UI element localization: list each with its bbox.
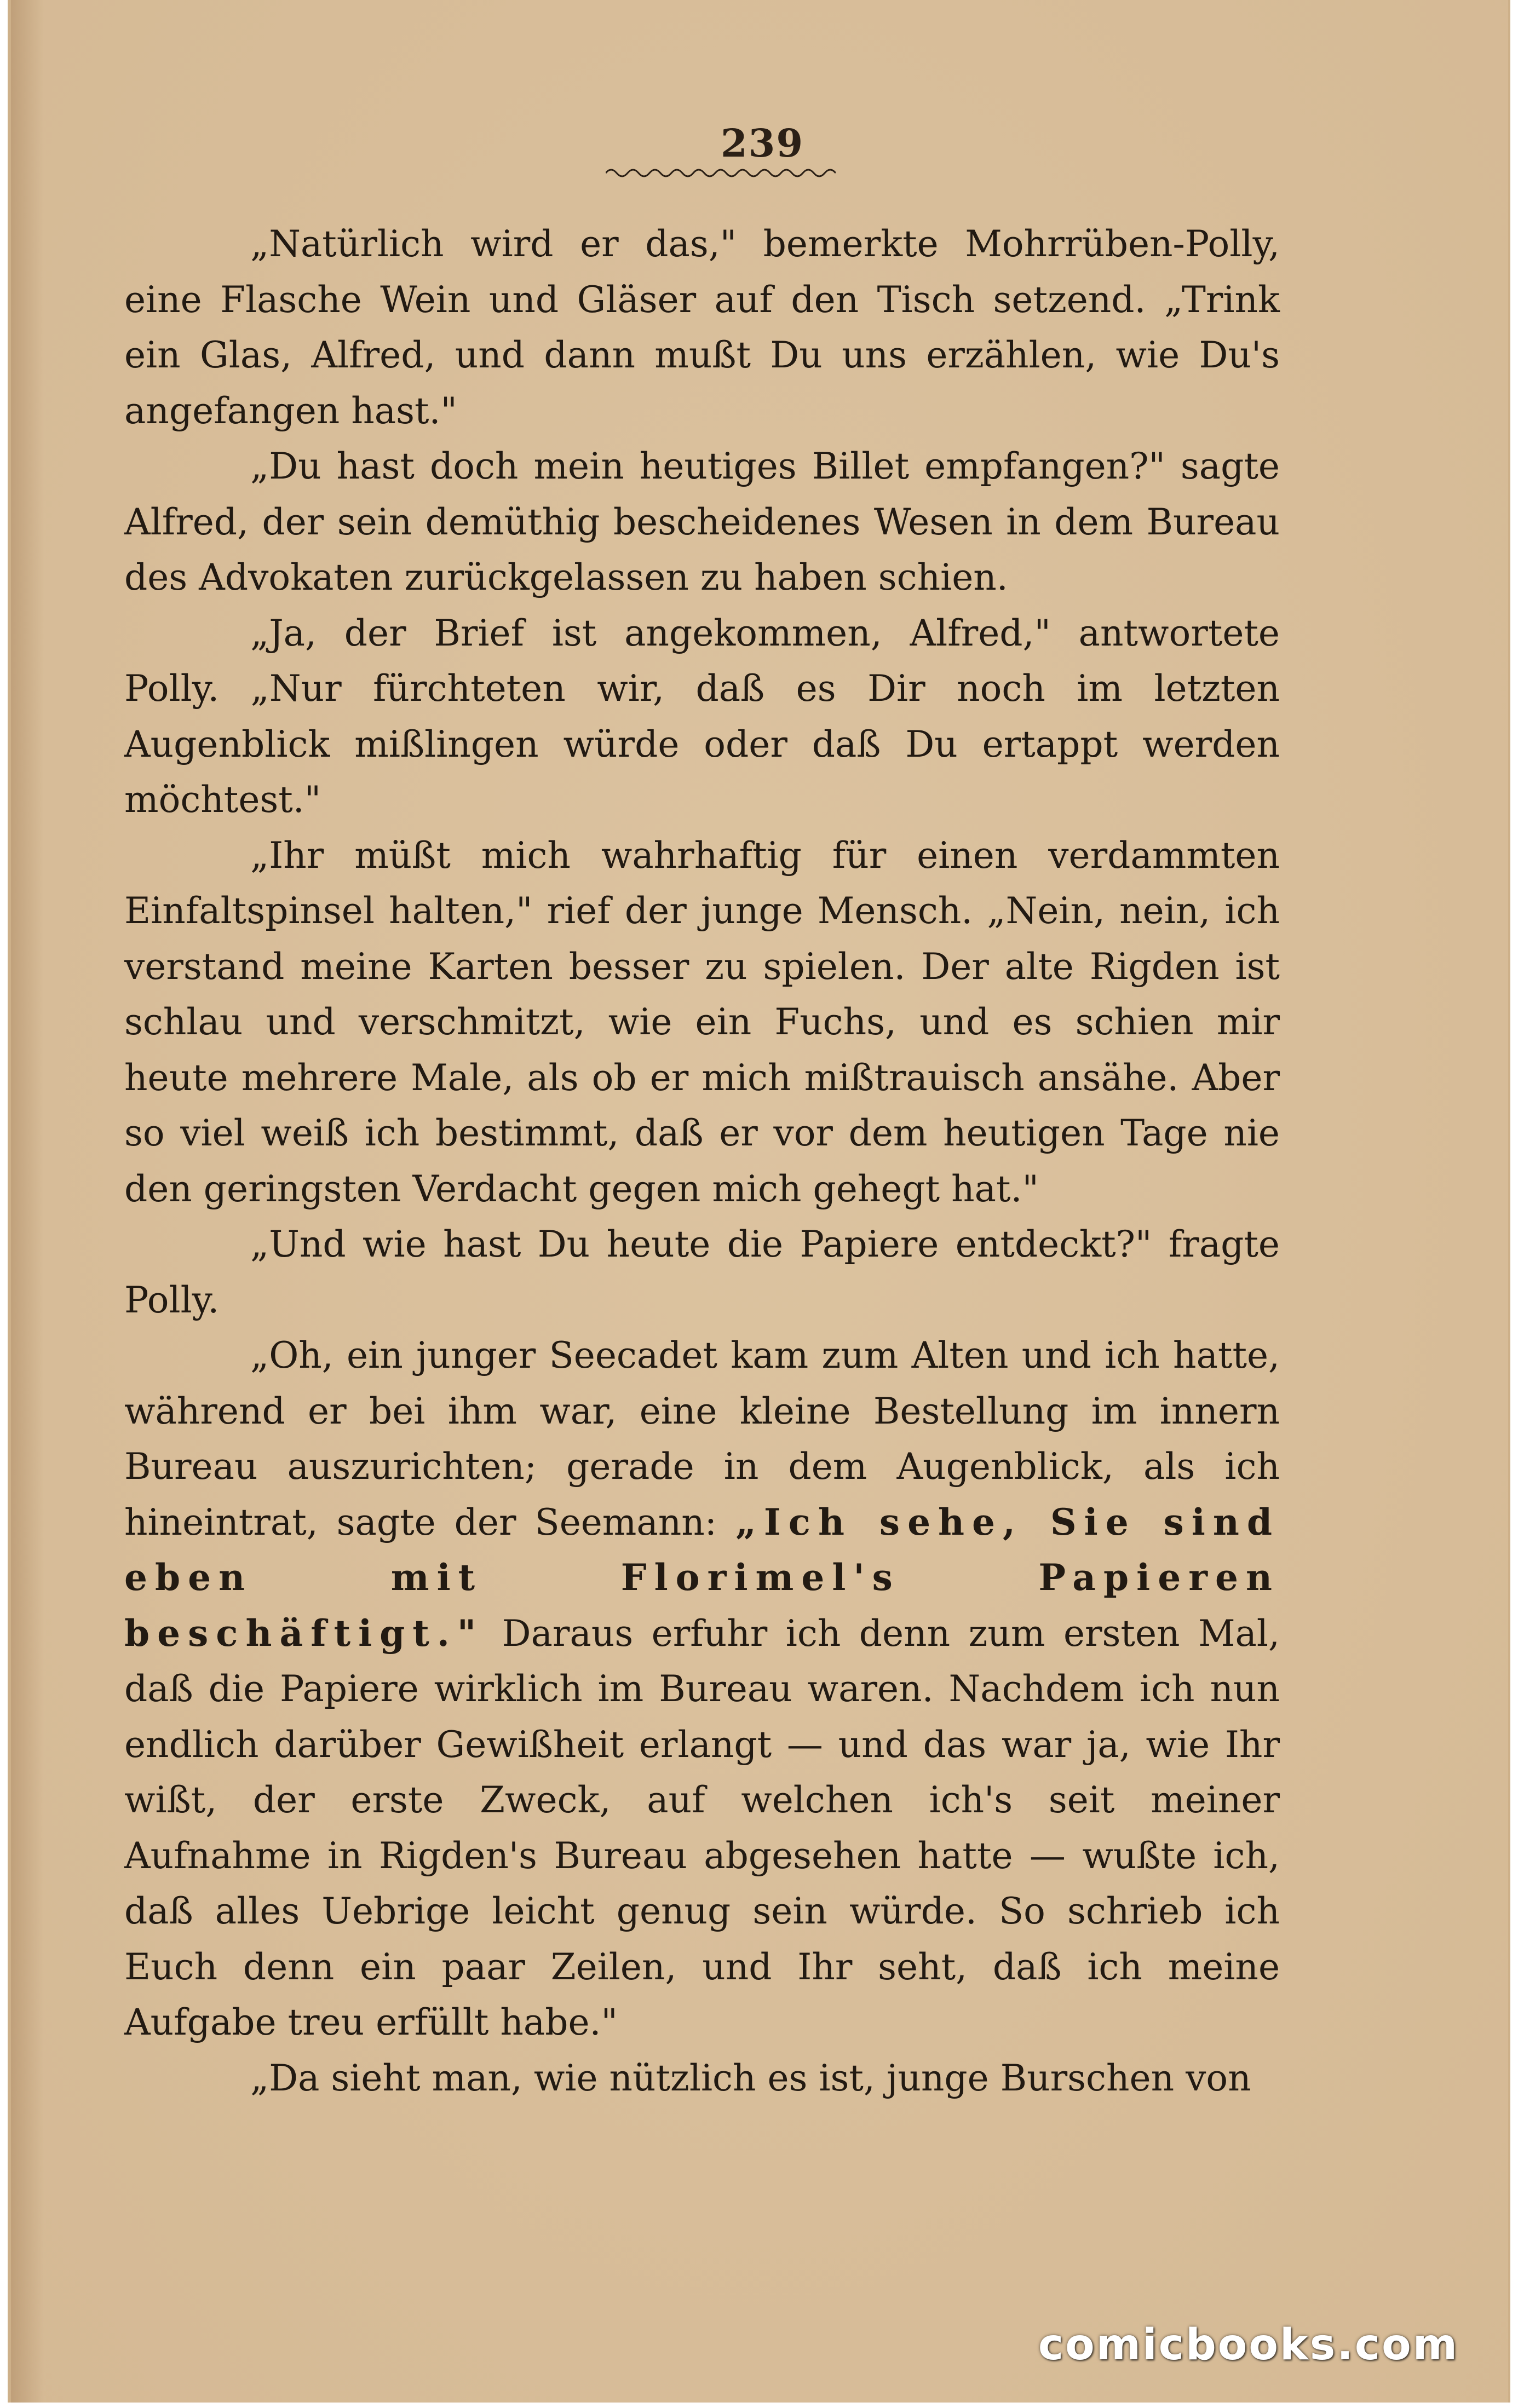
wavy-rule-ornament [606,165,836,181]
paragraph-6-text-before: „Oh, ein junger Seecadet kam zum Alten und ich hatte, während er bei ihm war, eine kleine Bestellung im innern Bureau auszurichten; gerade in dem Augenblick, als ich hineintrat, sagte der Seemann: [124,1334,1280,1543]
paragraph-6-text-after: Daraus erfuhr ich denn zum ersten Mal, daß die Papiere wirklich im Bureau waren. Nachdem ich nun endlich darüber Gewißheit erlangt — und das war ja, wie Ihr wißt, der erste Zweck, auf welchen ich's seit meiner Aufnahme in Rigden's Bureau abgesehen hatte — wußte ich, daß alles Uebrige leicht genug sein würde. So schrieb ich Euch denn ein paar Zeilen, und Ihr seht, daß ich meine Aufgabe treu erfüllt habe." [124,1612,1280,2043]
paragraph-6 [124,1328,1280,2050]
paragraph-2: „Du hast doch mein heutiges Billet empfangen?" sagte Alfred, der sein demüthig bescheidenes Wesen in dem Bureau des Advokaten zurückgelassen zu haben schien. [124,445,1280,598]
paragraph-6-emphasized-quote: „Ich sehe, Sie sind eben mit Florimel's Papieren beschäftigt." [124,1500,1280,1655]
paragraph-4: „Ihr müßt mich wahrhaftig für einen verdammten Einfaltspinsel halten," rief der junge Mensch. „Nein, nein, ich verstand meine Karten besser zu spielen. Der alte Rigden ist schlau und verschmitzt, wie ein Fuchs, und es schien mir heute mehrere Male, als ob er mich mißtrauisch ansähe. Aber so viel weiß ich bestimmt, daß er vor dem heutigen Tage nie den geringsten Verdacht gegen mich gehegt hat." [124,834,1280,1210]
paragraph-1: „Natürlich wird er das," bemerkte Mohrrüben-Polly, eine Flasche Wein und Gläser auf den Tisch setzend. „Trink ein Glas, Alfred, und dann mußt Du uns erzählen, wie Du's angefangen hast." [124,223,1280,432]
watermark: comicbooks.com [1038,2320,1459,2370]
paragraph-5: „Und wie hast Du heute die Papiere entdeckt?" fragte Polly. [124,1223,1280,1321]
page-number: 239 [720,120,804,166]
paragraph-3: „Ja, der Brief ist angekommen, Alfred," antwortete Polly. „Nur fürchteten wir, daß es Dir noch im letzten Augenblick mißlingen würde oder daß Du ertappt werden möchtest." [124,612,1280,821]
book-page [8,0,1510,2403]
paragraph-7: „Da sieht man, wie nützlich es ist, junge Burschen von [250,2056,1251,2099]
page-edge-shadow [11,0,44,2403]
body-text [124,216,1280,2106]
